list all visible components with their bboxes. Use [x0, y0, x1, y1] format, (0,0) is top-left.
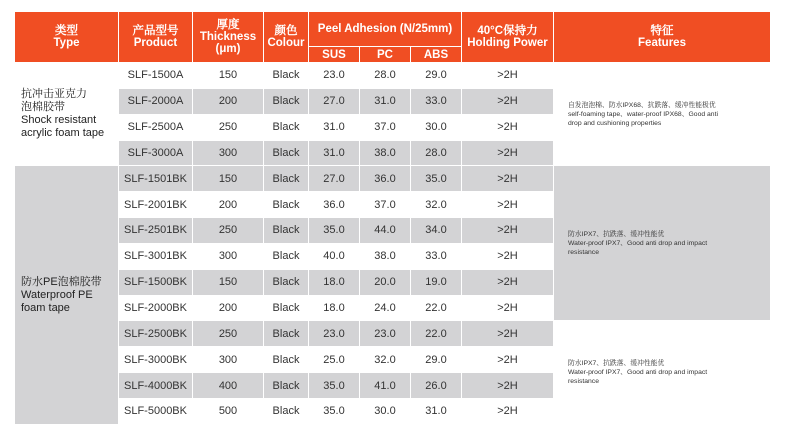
abs-cell: 28.0 — [411, 140, 462, 166]
thickness-cell: 250 — [193, 321, 264, 347]
sus-cell: 25.0 — [309, 347, 360, 373]
holding-cell: >2H — [462, 295, 554, 321]
text-line: Shock resistant — [21, 114, 97, 127]
abs-cell: 29.0 — [411, 347, 462, 373]
pc-cell: 37.0 — [360, 114, 411, 140]
sus-cell: 18.0 — [309, 269, 360, 295]
pc-cell: 38.0 — [360, 243, 411, 269]
colour-cell: Black — [264, 63, 309, 89]
colour-cell: Black — [264, 243, 309, 269]
colour-cell: Black — [264, 114, 309, 140]
pc-cell: 44.0 — [360, 218, 411, 244]
holding-cell: >2H — [462, 218, 554, 244]
sus-cell: 40.0 — [309, 243, 360, 269]
sus-cell: 31.0 — [309, 140, 360, 166]
abs-cell: 31.0 — [411, 398, 462, 424]
text-line: drop and cushioning properties — [568, 119, 662, 127]
sus-cell: 27.0 — [309, 88, 360, 114]
thickness-cell: 300 — [193, 347, 264, 373]
colour-cell: Black — [264, 295, 309, 321]
thickness-cell: 150 — [193, 166, 264, 192]
product-cell: SLF-2000A — [119, 88, 193, 114]
holding-cell: >2H — [462, 243, 554, 269]
colour-cell: Black — [264, 321, 309, 347]
holding-cell: >2H — [462, 63, 554, 89]
features-cell — [554, 166, 771, 321]
holding-cell: >2H — [462, 192, 554, 218]
product-cell: SLF-1501BK — [119, 166, 193, 192]
table-row — [15, 321, 771, 347]
colour-cell: Black — [264, 398, 309, 424]
header-sus: SUS — [309, 47, 360, 63]
sus-cell: 35.0 — [309, 218, 360, 244]
product-cell: SLF-3000A — [119, 140, 193, 166]
abs-cell: 22.0 — [411, 295, 462, 321]
text-line: 自发泡泡棉、防水IPX68、抗跌落、缓冲性能极优 — [568, 101, 716, 109]
pc-cell: 23.0 — [360, 321, 411, 347]
sus-cell: 31.0 — [309, 114, 360, 140]
thickness-cell: 300 — [193, 243, 264, 269]
colour-cell: Black — [264, 347, 309, 373]
holding-cell: >2H — [462, 373, 554, 399]
product-cell: SLF-3000BK — [119, 347, 193, 373]
sus-cell: 23.0 — [309, 63, 360, 89]
pc-cell: 30.0 — [360, 398, 411, 424]
colour-cell: Black — [264, 140, 309, 166]
product-cell: SLF-1500A — [119, 63, 193, 89]
text-line: resistance — [568, 248, 599, 256]
thickness-cell: 150 — [193, 269, 264, 295]
thickness-cell: 300 — [193, 140, 264, 166]
type-cell — [15, 63, 119, 166]
header-thickness: 厚度 Thickness (μm) — [193, 12, 264, 63]
header-product: 产品型号 Product — [119, 12, 193, 63]
sus-cell: 18.0 — [309, 295, 360, 321]
pc-cell: 32.0 — [360, 347, 411, 373]
abs-cell: 29.0 — [411, 63, 462, 89]
colour-cell: Black — [264, 218, 309, 244]
features-cell — [554, 321, 771, 424]
pc-cell: 20.0 — [360, 269, 411, 295]
colour-cell: Black — [264, 88, 309, 114]
abs-cell: 19.0 — [411, 269, 462, 295]
pc-cell: 36.0 — [360, 166, 411, 192]
product-cell: SLF-3001BK — [119, 243, 193, 269]
colour-cell: Black — [264, 373, 309, 399]
product-cell: SLF-2501BK — [119, 218, 193, 244]
sus-cell: 27.0 — [309, 166, 360, 192]
pc-cell: 28.0 — [360, 63, 411, 89]
holding-cell: >2H — [462, 88, 554, 114]
holding-cell: >2H — [462, 140, 554, 166]
text-line: 抗冲击亚克力 — [21, 88, 87, 101]
abs-cell: 34.0 — [411, 218, 462, 244]
spec-table — [14, 11, 771, 425]
text-line: self-foaming tape、water-proof IPX68、Good anti — [568, 110, 718, 118]
header-pc: PC — [360, 47, 411, 63]
sus-cell: 35.0 — [309, 373, 360, 399]
product-cell: SLF-5000BK — [119, 398, 193, 424]
product-cell: SLF-2500BK — [119, 321, 193, 347]
colour-cell: Black — [264, 166, 309, 192]
features-cell — [554, 63, 771, 166]
text-line: Water-proof IPX7、Good anti drop and impact — [568, 239, 708, 247]
table-row — [15, 63, 771, 89]
abs-cell: 26.0 — [411, 373, 462, 399]
header-colour: 颜色 Colour — [264, 12, 309, 63]
abs-cell: 22.0 — [411, 321, 462, 347]
abs-cell: 33.0 — [411, 88, 462, 114]
text-line: resistance — [568, 378, 599, 386]
type-cell — [15, 166, 119, 424]
header-holding-power: 40°C保持力 Holding Power — [462, 12, 554, 63]
text-line: 泡棉胶带 — [21, 101, 65, 114]
holding-cell: >2H — [462, 114, 554, 140]
text-line: 防水IPX7、抗跌落、缓冲性能优 — [568, 360, 665, 368]
text-line: acrylic foam tape — [21, 127, 105, 140]
text-line: 防水PE泡棉胶带 — [21, 275, 102, 288]
text-line: Waterproof PE — [21, 288, 93, 301]
thickness-cell: 200 — [193, 192, 264, 218]
thickness-cell: 200 — [193, 88, 264, 114]
header-peel-adhesion: Peel Adhesion (N/25mm) — [309, 12, 462, 47]
colour-cell: Black — [264, 192, 309, 218]
holding-cell: >2H — [462, 347, 554, 373]
table-row — [15, 166, 771, 192]
header-type: 类型 Type — [15, 12, 119, 63]
thickness-cell: 400 — [193, 373, 264, 399]
thickness-cell: 500 — [193, 398, 264, 424]
thickness-cell: 250 — [193, 218, 264, 244]
pc-cell: 37.0 — [360, 192, 411, 218]
colour-cell: Black — [264, 269, 309, 295]
pc-cell: 31.0 — [360, 88, 411, 114]
thickness-cell: 200 — [193, 295, 264, 321]
pc-cell: 41.0 — [360, 373, 411, 399]
sus-cell: 36.0 — [309, 192, 360, 218]
pc-cell: 24.0 — [360, 295, 411, 321]
product-cell: SLF-2000BK — [119, 295, 193, 321]
pc-cell: 38.0 — [360, 140, 411, 166]
abs-cell: 35.0 — [411, 166, 462, 192]
text-line: foam tape — [21, 301, 70, 314]
holding-cell: >2H — [462, 321, 554, 347]
thickness-cell: 250 — [193, 114, 264, 140]
product-cell: SLF-2001BK — [119, 192, 193, 218]
sus-cell: 23.0 — [309, 321, 360, 347]
product-cell: SLF-1500BK — [119, 269, 193, 295]
abs-cell: 30.0 — [411, 114, 462, 140]
text-line: Water-proof IPX7、Good anti drop and impact — [568, 369, 708, 377]
sus-cell: 35.0 — [309, 398, 360, 424]
holding-cell: >2H — [462, 269, 554, 295]
product-cell: SLF-2500A — [119, 114, 193, 140]
abs-cell: 32.0 — [411, 192, 462, 218]
holding-cell: >2H — [462, 398, 554, 424]
abs-cell: 33.0 — [411, 243, 462, 269]
text-line: 防水IPX7、抗跌落、缓冲性能优 — [568, 230, 665, 238]
product-cell: SLF-4000BK — [119, 373, 193, 399]
holding-cell: >2H — [462, 166, 554, 192]
header-features: 特征 Features — [554, 12, 771, 63]
thickness-cell: 150 — [193, 63, 264, 89]
header-abs: ABS — [411, 47, 462, 63]
